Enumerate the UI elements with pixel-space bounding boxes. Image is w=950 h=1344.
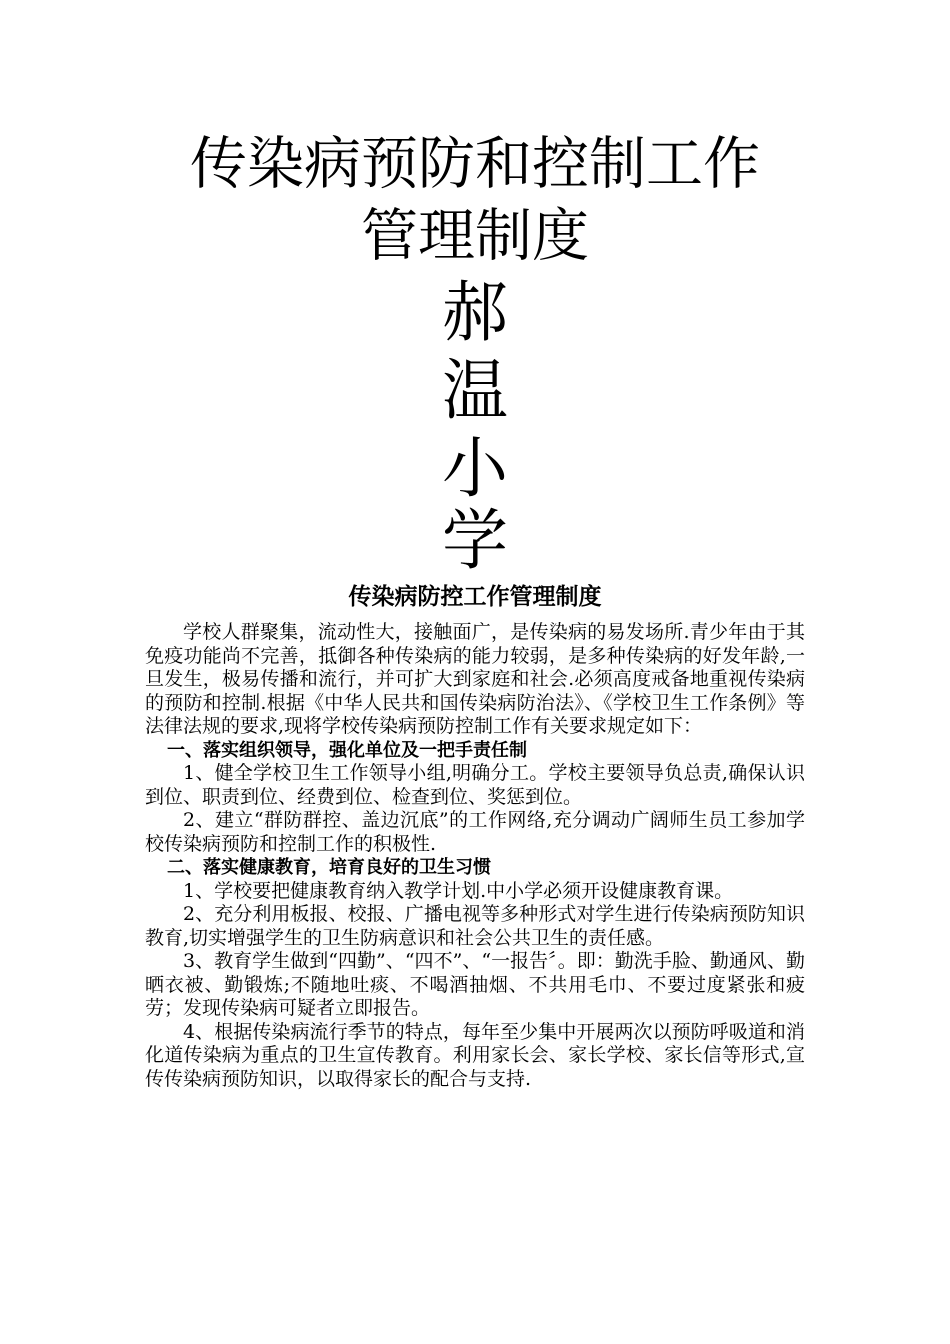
school-name-char-1: 郝 xyxy=(442,274,508,351)
section-1-item-2: 2、建立“群防群控、盖边沉底”的工作网络,充分调动广阔师生员工参加学校传染病预防和控制工作的积极性. xyxy=(145,809,805,855)
section-heading-1: 一、落实组织领导，强化单位及一把手责任制 xyxy=(167,739,527,761)
main-title-line-2: 管理制度 xyxy=(361,203,589,269)
section-1-item-1: 1、健全学校卫生工作领导小组,明确分工。学校主要领导负总责,确保认识到位、职责到位、经费到位、检查到位、奖惩到位。 xyxy=(145,762,805,808)
section-heading-2: 二、落实健康教育，培育良好的卫生习惯 xyxy=(167,857,491,878)
section-2-item-2: 2、充分利用板报、校报、广播电视等多种形式对学生进行传染病预防知识教育,切实增强学生的卫生防病意识和社会公共卫生的责任感。 xyxy=(145,903,805,949)
school-name-char-4: 学 xyxy=(442,502,508,579)
section-2-item-3: 3、教育学生做到“四勤”、“四不”、“一报告〞。即：勤洗手脸、勤通风、勤晒衣被、勤锻炼;不随地吐痰、不喝酒抽烟、不共用毛巾、不要过度紧张和疲劳；发现传染病可疑者立即报告。 xyxy=(145,950,805,1019)
school-name-char-3: 小 xyxy=(442,430,508,507)
school-name-char-2: 温 xyxy=(442,352,508,429)
main-title-line-1: 传染病预防和控制工作 xyxy=(190,131,760,197)
document-body xyxy=(145,621,805,1091)
section-2-item-4: 4、根据传染病流行季节的特点，每年至少集中开展两次以预防呼吸道和消化道传染病为重点的卫生宣传教育。利用家长会、家长学校、家长信等形式,宣传传染病预防知识，以取得家长的配合与支持. xyxy=(145,1020,805,1090)
intro-paragraph: 学校人群聚集，流动性大，接触面广，是传染病的易发场所.青少年由于其免疫功能尚不完善，抵御各种传染病的能力较弱，是多种传染病的好发年龄,一旦发生，极易传播和流行，并可扩大到家庭和社会.必须高度戒备地重视传染病的预防和控制.根据《中华人民共和国传染病防治法》、《学校卫生工作条例》等法律法规的要求,现将学校传染病预防控制工作有关要求规定如下： xyxy=(145,621,805,737)
section-2-item-1: 1、学校要把健康教育纳入教学计划.中小学必须开设健康教育课。 xyxy=(183,879,734,902)
document-heading: 传染病防控工作管理制度 xyxy=(348,584,602,610)
